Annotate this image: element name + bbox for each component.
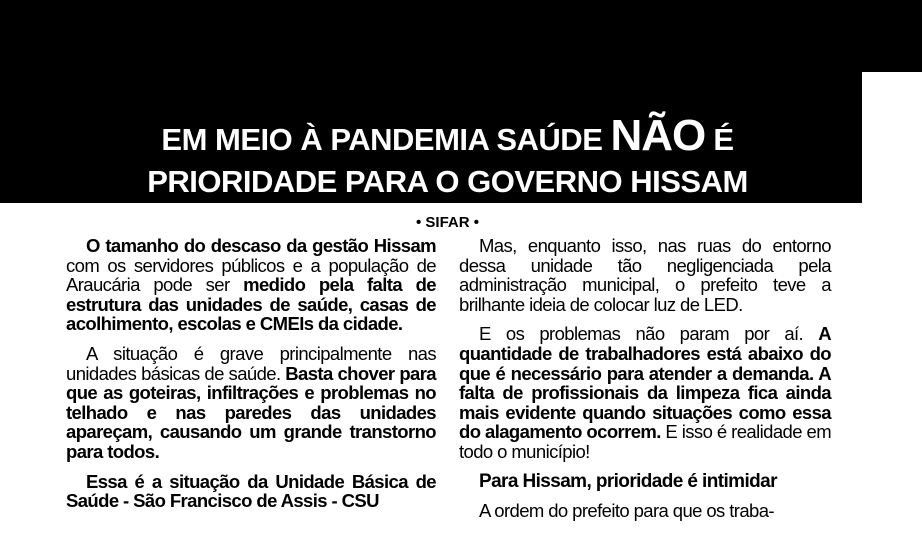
p5-text-2: E isso é realidade em todo o município! xyxy=(459,421,832,462)
paragraph-1 xyxy=(66,236,436,334)
headline-line-1 xyxy=(0,108,895,168)
paragraph-3 xyxy=(66,472,436,511)
p5-bold-1: A quantidade de trabalhadores está abaixo do que é necessário para atender a demanda. A falta de profissionais da limpeza fica ainda mais evidente quando situações como essa do alagamento ocorrem. xyxy=(459,323,831,443)
byline: • SIFAR • xyxy=(415,214,479,231)
paragraph-5 xyxy=(459,324,831,461)
headline-line-1-end: É xyxy=(705,122,734,157)
p1-bold-2: medido pela falta de estrutura das unidades de saúde, casas de acolhimento, escolas e CMEIs da cidade. xyxy=(66,274,436,335)
section-subhead: Para Hissam, prioridade é intimidar xyxy=(479,470,777,492)
right-column xyxy=(459,236,831,531)
p1-text-1: com os servidores públicos e a população de Araucária pode ser xyxy=(66,254,436,296)
p6-text-1: A ordem do prefeito para que os traba- xyxy=(479,500,774,522)
paragraph-4 xyxy=(459,236,831,314)
headline-line-2: PRIORIDADE PARA O GOVERNO HISSAM xyxy=(147,164,748,199)
p2-text-1: A situação é grave principalmente nas unidades básicas de saúde. xyxy=(66,342,436,384)
p2-bold-1: Basta chover para que as goteiras, infiltrações e problemas no telhado e nas paredes das unidades apareçam, causando um grande transtorno para todos. xyxy=(66,362,436,462)
paragraph-6 xyxy=(459,501,831,521)
p4-text-1: Mas, enquanto isso, nas ruas do entorno dessa unidade tão negligenciada pela administração municipal, o prefeito teve a brilhante ideia de colocar luz de LED. xyxy=(459,235,831,315)
paragraph-2 xyxy=(66,344,436,462)
headline-line-1-start: EM MEIO À PANDEMIA SAÚDE xyxy=(161,122,611,157)
left-column xyxy=(66,236,436,521)
headline-emphasis: NÃO xyxy=(610,111,706,160)
p1-bold-1: O tamanho do descaso da gestão Hissam xyxy=(86,235,436,256)
p3-bold-1: Essa é a situação da Unidade Básica de Saúde - São Francisco de Assis - CSU xyxy=(66,470,436,512)
banner-top-strip xyxy=(862,0,922,72)
p5-text-1: E os problemas não param por aí. xyxy=(479,323,819,345)
